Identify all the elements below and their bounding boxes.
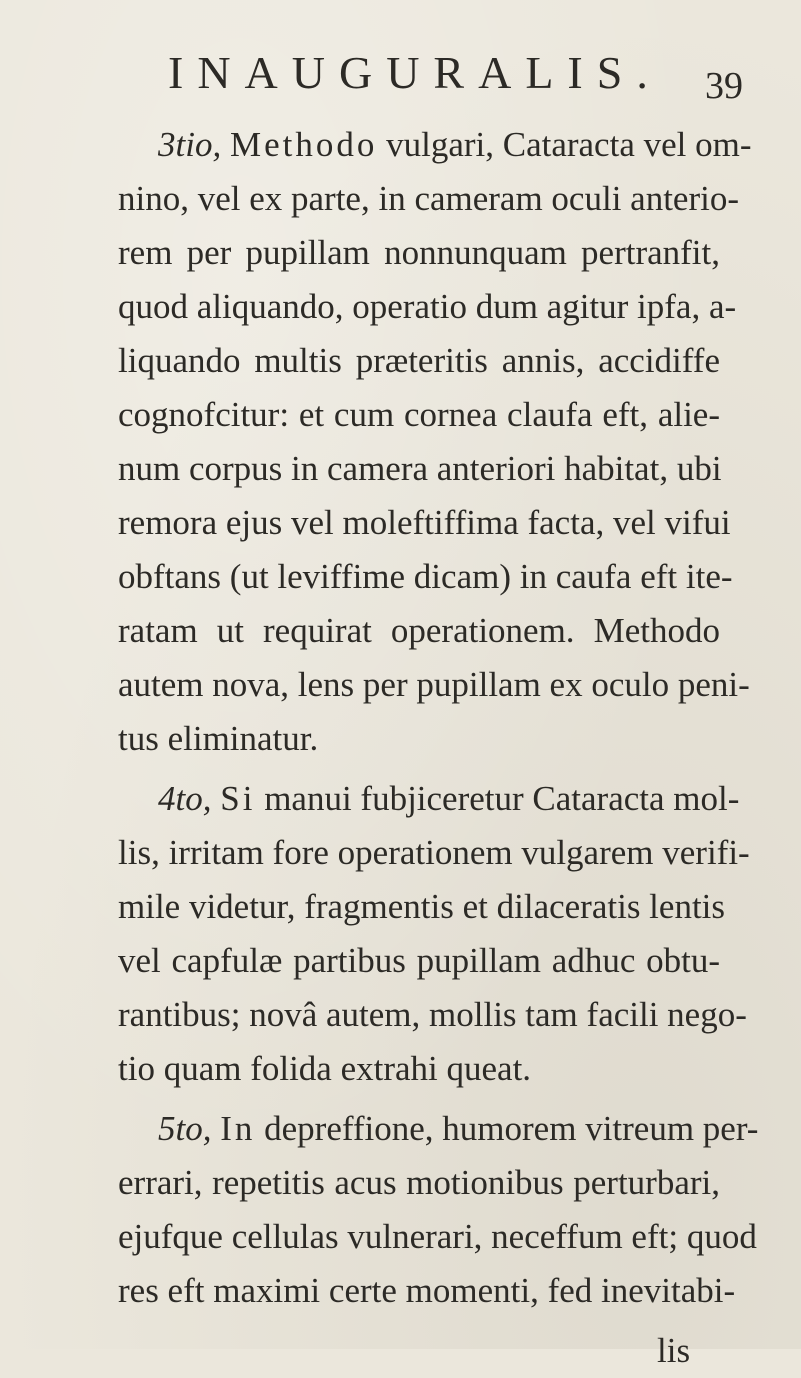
text-line: num corpus in camera anteriori habitat, ubi <box>118 449 722 488</box>
text-line: cognofcitur: et cum cornea claufa eft, alie- <box>118 395 720 434</box>
text-line: lis, irritam fore operationem vulgarem verifi- <box>118 833 750 872</box>
section-number: 3tio, <box>158 125 222 164</box>
text-line: nino, vel ex parte, in cameram oculi anterio- <box>118 179 739 218</box>
text-line: vel capfulæ partibus pupillam adhuc obtu- <box>118 941 720 980</box>
section-lead-word: Si <box>220 779 256 818</box>
text-line: quod aliquando, operatio dum agitur ipfa, a- <box>118 287 737 326</box>
section-number: 5to, <box>158 1109 212 1148</box>
catchword: lis <box>657 1331 691 1370</box>
running-head: INAUGURALIS. <box>168 47 662 98</box>
section-number: 4to, <box>158 779 212 818</box>
text-line: mile videtur, fragmentis et dilaceratis lentis <box>118 887 726 926</box>
text-line: res eft maximi certe momenti, fed inevitabi- <box>118 1271 736 1310</box>
page-number: 39 <box>705 65 743 107</box>
text-line: tus eliminatur. <box>118 719 319 758</box>
text-line: errari, repetitis acus motionibus perturbari, <box>118 1163 720 1202</box>
text-line: rem per pupillam nonnunquam pertranfit, <box>118 233 720 272</box>
text-line: ratam ut requirat operationem. Methodo <box>118 611 720 650</box>
text-line-rest: vulgari, Cataracta vel om- <box>377 125 752 164</box>
text-line: liquando multis præteritis annis, accidiffe <box>118 341 720 380</box>
page-header <box>0 48 801 108</box>
section-lead-word: Methodo <box>229 125 378 164</box>
text-line-rest: manui fubjiceretur Cataracta mol- <box>255 779 740 818</box>
text-line <box>158 1102 759 1156</box>
text-line <box>158 118 752 172</box>
text-line-rest: depreffione, humorem vitreum per- <box>255 1109 759 1148</box>
text-line: autem nova, lens per pupillam ex oculo peni- <box>118 665 750 704</box>
text-line: tio quam folida extrahi queat. <box>118 1049 532 1088</box>
text-line: obftans (ut leviffime dicam) in caufa eft ite- <box>118 557 733 596</box>
section-lead-word: In <box>220 1109 256 1148</box>
text-line: ejufque cellulas vulnerari, neceffum eft; quod <box>118 1217 757 1256</box>
text-line: rantibus; novâ autem, mollis tam facili nego- <box>118 995 747 1034</box>
text-line <box>158 772 740 826</box>
text-line: remora ejus vel moleftiffima facta, vel vifui <box>118 503 731 542</box>
